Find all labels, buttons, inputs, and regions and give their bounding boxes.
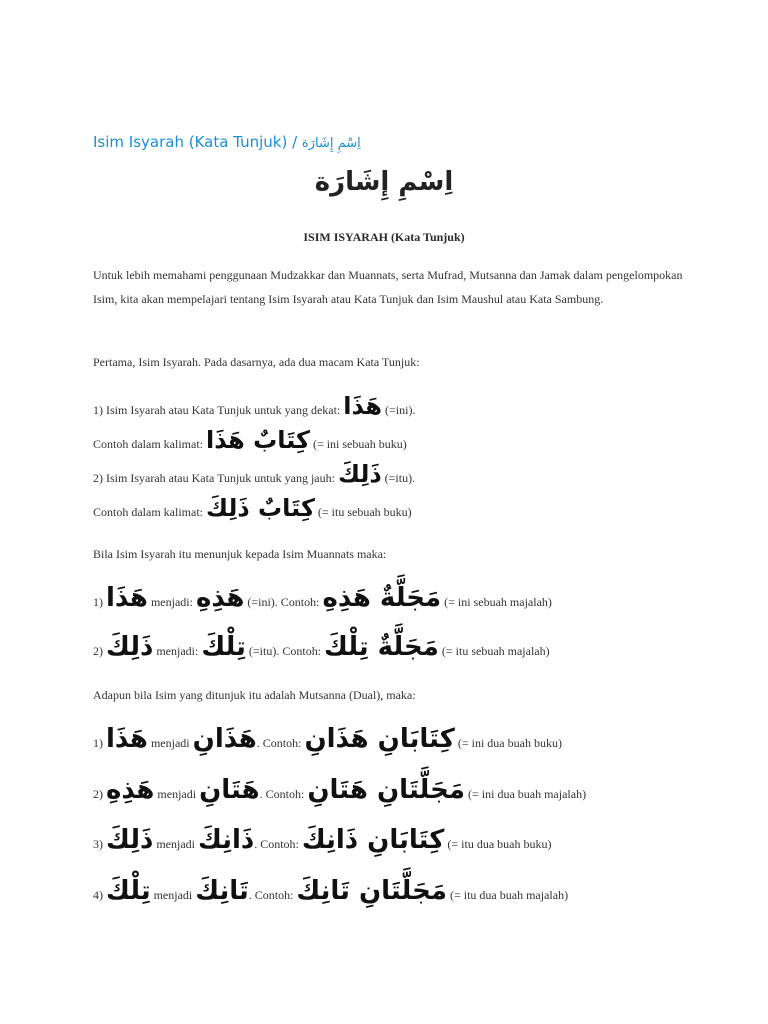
row-from-arabic: ذَلِكَ (106, 825, 154, 855)
row-from-arabic: هَذَا (106, 583, 148, 613)
far-example-arabic: كِتَابٌ ذَلِكَ (205, 494, 315, 522)
row-from-arabic: ذَلِكَ (106, 632, 154, 662)
row-number: 1) (93, 595, 103, 609)
near-label: 1) Isim Isyarah atau Kata Tunjuk untuk yang dekat: (93, 403, 341, 417)
row-to-arabic: ذَانِكَ (197, 825, 255, 855)
row-from-arabic: هَذَا (106, 724, 148, 754)
row-example-arabic: كِتَابَانِ ذَانِكَ (301, 825, 445, 855)
far-arabic: ذَلِكَ (337, 460, 382, 488)
near-example-line (93, 426, 407, 454)
row-to-arabic: هَذِهِ (195, 583, 245, 613)
row-meaning: (= ini sebuah majalah) (444, 595, 552, 609)
near-example-label: Contoh dalam kalimat: (93, 437, 203, 451)
row-contoh: . Contoh: (259, 787, 305, 801)
muannats-row (93, 583, 552, 613)
dual-row (93, 724, 562, 754)
dual-row (93, 825, 551, 855)
near-example-meaning: (= ini sebuah buku) (312, 437, 407, 451)
row-contoh: . Contoh: (248, 888, 294, 902)
far-example-meaning: (= itu sebuah buku) (317, 505, 412, 519)
row-example-arabic: مَجَلَّةٌ هَذِهِ (322, 583, 442, 613)
heading-latin: Isim Isyarah (Kata Tunjuk) / (93, 133, 298, 151)
row-number: 3) (93, 837, 103, 851)
dual-row (93, 876, 568, 906)
row-meaning: (= ini dua buah majalah) (468, 787, 587, 801)
first-paragraph: Pertama, Isim Isyarah. Pada dasarnya, ada dua macam Kata Tunjuk: (93, 355, 420, 369)
dual-row (93, 775, 586, 805)
row-meaning: (= ini dua buah buku) (457, 736, 562, 750)
row-gloss: (=itu). Contoh: (248, 644, 322, 658)
row-menjadi: menjadi (153, 888, 193, 902)
row-meaning: (= itu sebuah majalah) (441, 644, 550, 658)
muannats-intro: Bila Isim Isyarah itu menunjuk kepada Isim Muannats maka: (93, 547, 387, 561)
row-to-arabic: هَذَانِ (192, 724, 257, 754)
near-meaning: (=ini). (385, 403, 416, 417)
row-example-arabic: كِتَابَانِ هَذَانِ (304, 724, 455, 754)
row-meaning: (= itu dua buah majalah) (450, 888, 569, 902)
near-example-arabic: كِتَابٌ هَذَا (205, 426, 310, 454)
row-example-arabic: مَجَلَّةٌ تِلْكَ (324, 632, 439, 662)
row-number: 2) (93, 787, 103, 801)
row-to-arabic: تَانِكَ (195, 876, 249, 906)
row-from-arabic: هَذِهِ (106, 775, 155, 805)
heading-link[interactable] (93, 133, 361, 151)
dual-intro: Adapun bila Isim yang ditunjuk itu adalah Mutsanna (Dual), maka: (93, 688, 416, 702)
row-to-arabic: هَتَانِ (199, 775, 260, 805)
row-contoh: . Contoh: (254, 837, 299, 851)
subtitle: ISIM ISYARAH (Kata Tunjuk) (303, 230, 465, 244)
row-contoh: . Contoh: (256, 736, 302, 750)
far-example-label: Contoh dalam kalimat: (93, 505, 203, 519)
far-meaning: (=itu). (384, 471, 416, 485)
row-menjadi: menjadi: (156, 644, 199, 658)
far-line (93, 460, 415, 488)
row-example-arabic: مَجَلَّتَانِ هَتَانِ (307, 775, 466, 805)
row-menjadi: menjadi (150, 736, 190, 750)
far-label: 2) Isim Isyarah atau Kata Tunjuk untuk yang jauh: (93, 471, 335, 485)
row-menjadi: menjadi (157, 787, 197, 801)
intro-paragraph: Untuk lebih memahami penggunaan Mudzakkar dan Muannats, serta Mufrad, Mutsanna dan Jamak dalam pengelompokan Isim, kita akan mempelajari tentang Isim Isyarah atau Kata Tunjuk dan Isim Maushul atau Kata Sambung. (93, 268, 683, 306)
row-number: 1) (93, 736, 103, 750)
row-example-arabic: مَجَلَّتَانِ تَانِكَ (296, 876, 447, 906)
near-arabic: هَذَا (343, 392, 383, 420)
row-meaning: (= itu dua buah buku) (447, 837, 552, 851)
muannats-row (93, 632, 550, 662)
row-menjadi: menjadi (156, 837, 195, 851)
row-number: 2) (93, 644, 103, 658)
heading-arabic: اِسْمِ إِشَارَة (301, 136, 361, 151)
arabic-title: اِسْمِ إِشَارَة (314, 167, 454, 197)
row-gloss: (=ini). Contoh: (247, 595, 320, 609)
row-to-arabic: تِلْكَ (201, 632, 246, 662)
row-from-arabic: تِلْكَ (106, 876, 151, 906)
row-number: 4) (93, 888, 103, 902)
row-menjadi: menjadi: (150, 595, 193, 609)
far-example-line (93, 494, 412, 522)
near-line (93, 392, 415, 420)
